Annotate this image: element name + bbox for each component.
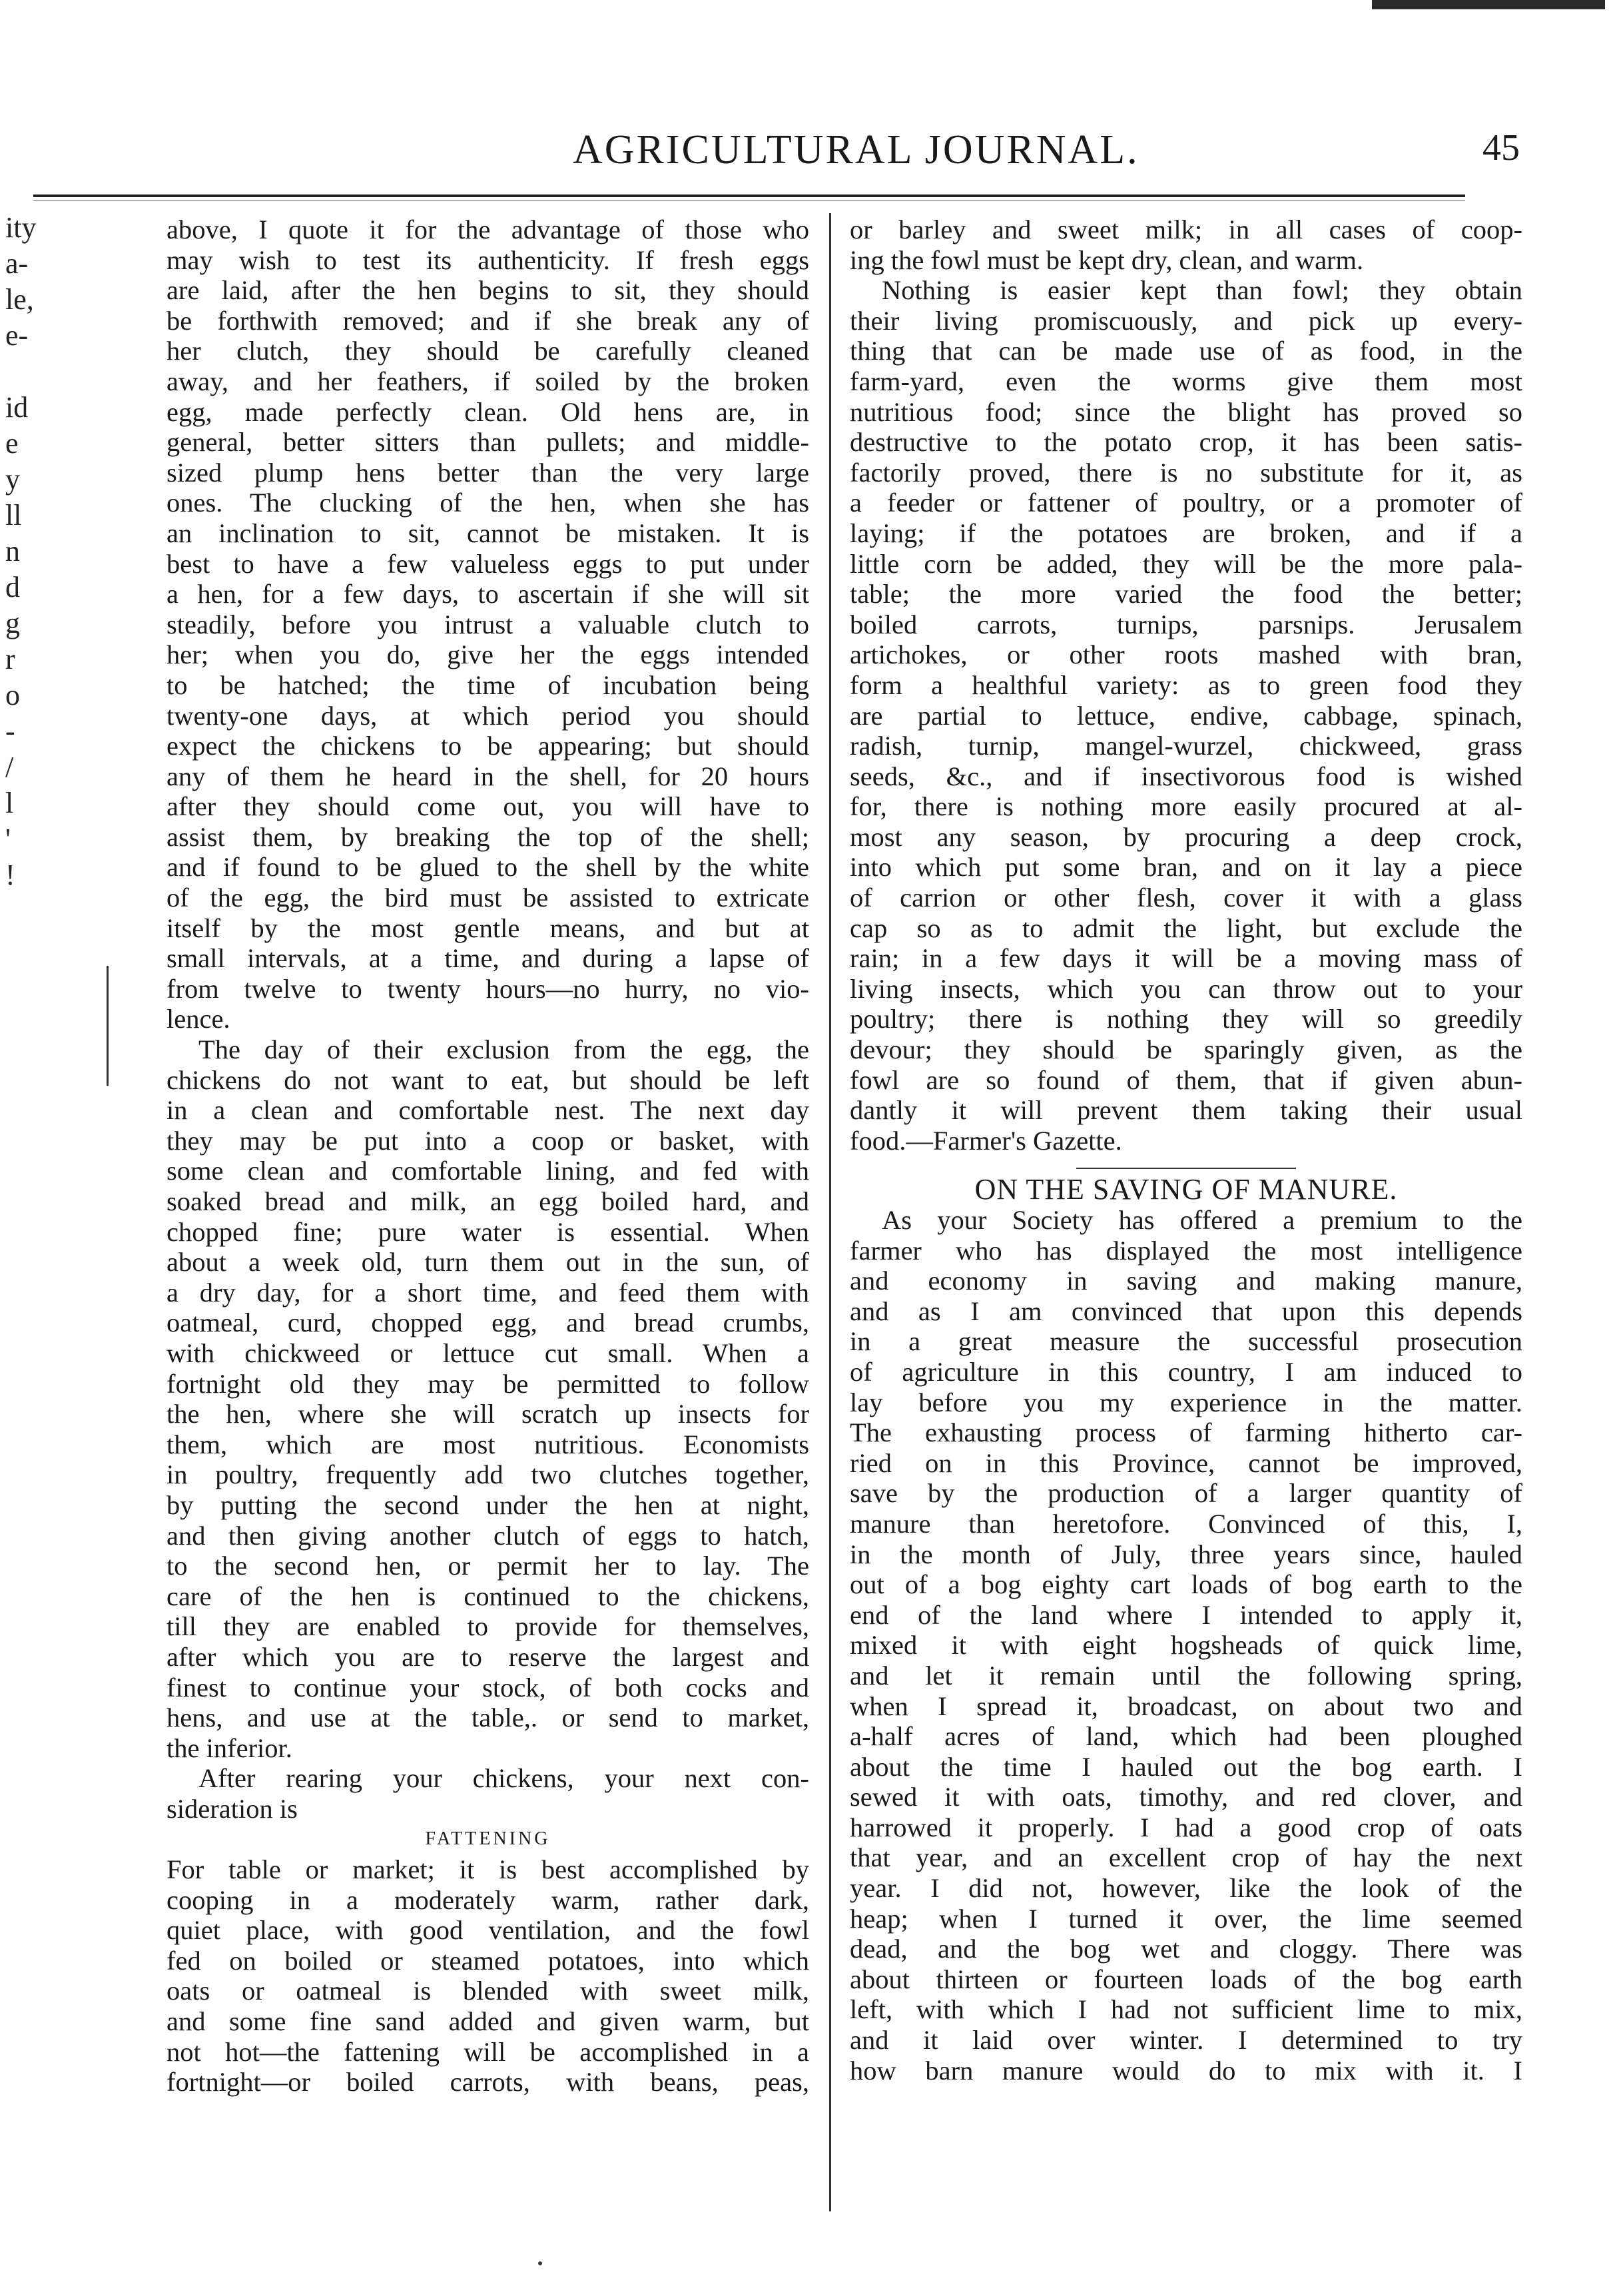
margin-fragment: e- bbox=[5, 319, 29, 352]
text-line: cooping in a moderately warm, rather dark, bbox=[166, 1884, 809, 1915]
text-line: of agriculture in this country, I am induced to bbox=[850, 1356, 1522, 1387]
text-line: itself by the most gentle means, and but at bbox=[166, 913, 809, 943]
text-line: not hot—the fattening will be accomplished in a bbox=[166, 2036, 809, 2067]
text-line: steadily, before you intrust a valuable clutch to bbox=[166, 609, 809, 639]
margin-fragment: / bbox=[5, 751, 14, 783]
text-line: oats or oatmeal is blended with sweet milk, bbox=[166, 1976, 809, 2006]
text-line: about thirteen or fourteen loads of the bog earth bbox=[850, 1964, 1522, 1994]
text-line: twenty-one days, at which period you should bbox=[166, 700, 809, 731]
text-line: expect the chickens to be appearing; but should bbox=[166, 731, 809, 761]
text-line: for, there is nothing more easily procured at al- bbox=[850, 791, 1522, 822]
text-line: and as I am convinced that upon this depends bbox=[850, 1296, 1522, 1326]
text-line: year. I did not, however, like the look of the bbox=[850, 1873, 1522, 1904]
text-line: of carrion or other flesh, cover it with a glass bbox=[850, 883, 1522, 913]
text-line: the inferior. bbox=[166, 1732, 292, 1763]
text-line: a hen, for a few days, to ascertain if she will sit bbox=[166, 579, 809, 609]
text-line: that year, and an excellent crop of hay the next bbox=[850, 1842, 1522, 1873]
text-line: living insects, which you can throw out to your bbox=[850, 973, 1522, 1004]
text-line: assist them, by breaking the top of the shell; bbox=[166, 821, 809, 852]
text-line: cap so as to admit the light, but exclude the bbox=[850, 913, 1522, 943]
text-line: soaked bread and milk, an egg boiled hard, and bbox=[166, 1186, 809, 1216]
text-line: save by the production of a larger quantity of bbox=[850, 1478, 1522, 1509]
text-line: thing that can be made use of as food, in the bbox=[850, 336, 1522, 366]
margin-fragment: r bbox=[5, 643, 15, 675]
text-line: laying; if the potatoes are broken, and if a bbox=[850, 518, 1522, 548]
text-line: and economy in saving and making manure, bbox=[850, 1266, 1522, 1296]
margin-fragment: d bbox=[5, 571, 20, 603]
text-line: in the month of July, three years since, hauled bbox=[850, 1539, 1522, 1569]
text-line: farmer who has displayed the most intelligence bbox=[850, 1235, 1522, 1266]
text-line: destructive to the potato crop, it has been satis- bbox=[850, 427, 1522, 458]
margin-fragment bbox=[5, 354, 59, 390]
section-rule bbox=[1076, 1168, 1296, 1169]
text-line: chickens do not want to eat, but should be left bbox=[166, 1064, 809, 1095]
text-line: dantly it will prevent them taking their usual bbox=[850, 1095, 1522, 1126]
section-title: ON THE SAVING OF MANURE. bbox=[974, 1174, 1398, 1205]
page-number: 45 bbox=[1482, 127, 1520, 169]
text-line: left, with which I had not sufficient lime to mix, bbox=[850, 1994, 1522, 2025]
text-line: after they should come out, you will have to bbox=[166, 791, 809, 822]
text-line: about a week old, turn them out in the sun, of bbox=[166, 1247, 809, 1278]
text-line: sewed it with oats, timothy, and red clover, and bbox=[850, 1782, 1522, 1812]
text-line: some clean and comfortable lining, and fed with bbox=[166, 1156, 809, 1186]
text-line: when I spread it, broadcast, on about two and bbox=[850, 1691, 1522, 1721]
text-line: any of them he heard in the shell, for 20 hours bbox=[166, 761, 809, 791]
text-line: and let it remain until the following spring, bbox=[850, 1660, 1522, 1691]
margin-fragment: ' bbox=[5, 823, 11, 855]
text-line: fowl are so found of them, that if given abun- bbox=[850, 1064, 1522, 1095]
page-speck bbox=[538, 2261, 542, 2265]
text-line: fortnight—or boiled carrots, with beans, peas, bbox=[166, 2067, 809, 2098]
margin-fragment: ity bbox=[5, 211, 37, 244]
margin-fragment: n bbox=[5, 535, 20, 568]
text-line: farm-yard, even the worms give them most bbox=[850, 366, 1522, 396]
text-line: are partial to lettuce, endive, cabbage, spinach, bbox=[850, 700, 1522, 731]
text-line: hens, and use at the table,. or send to market, bbox=[166, 1703, 809, 1733]
text-line: be forthwith removed; and if she break any of bbox=[166, 305, 809, 336]
text-line: and it laid over winter. I determined to try bbox=[850, 2025, 1522, 2056]
margin-fragment: l bbox=[5, 787, 14, 819]
text-line: and some fine sand added and given warm, but bbox=[166, 2006, 809, 2037]
text-line: For table or market; it is best accomplished by bbox=[166, 1854, 809, 1885]
text-line: may wish to test its authenticity. If fresh eggs bbox=[166, 244, 809, 275]
text-line: general, better sitters than pullets; and middle- bbox=[166, 427, 809, 458]
text-line: ried on in this Province, cannot be improved, bbox=[850, 1447, 1522, 1478]
text-line: to be hatched; the time of incubation being bbox=[166, 669, 809, 700]
margin-bar bbox=[107, 966, 109, 1086]
text-line: quiet place, with good ventilation, and the fowl bbox=[166, 1915, 809, 1946]
text-line: out of a bog eighty cart loads of bog earth to the bbox=[850, 1569, 1522, 1600]
text-line: till they are enabled to provide for themselves, bbox=[166, 1611, 809, 1642]
text-line: little corn be added, they will be the more pala- bbox=[850, 548, 1522, 579]
text-line: in poultry, frequently add two clutches together, bbox=[166, 1459, 809, 1490]
text-line: devour; they should be sparingly given, as the bbox=[850, 1034, 1522, 1065]
text-line: their living promiscuously, and pick up every- bbox=[850, 305, 1522, 336]
text-line: best to have a few valueless eggs to put under bbox=[166, 548, 809, 579]
margin-fragment: o bbox=[5, 679, 20, 711]
text-line: lay before you my experience in the matter. bbox=[850, 1387, 1522, 1417]
text-line: to the second hen, or permit her to lay. The bbox=[166, 1551, 809, 1581]
text-line: they may be put into a coop or basket, with bbox=[166, 1125, 809, 1156]
margin-fragment: y bbox=[5, 463, 20, 496]
text-line: in a clean and comfortable nest. The next day bbox=[166, 1095, 809, 1126]
text-line: ones. The clucking of the hen, when she has bbox=[166, 488, 809, 518]
text-line: and then giving another clutch of eggs to hatch, bbox=[166, 1520, 809, 1551]
margin-fragment: ! bbox=[5, 859, 15, 891]
text-line: her clutch, they should be carefully cleaned bbox=[166, 336, 809, 366]
column-divider bbox=[829, 213, 831, 2211]
text-line: egg, made perfectly clean. Old hens are, in bbox=[166, 396, 809, 427]
text-line: care of the hen is continued to the chickens, bbox=[166, 1581, 809, 1611]
text-line: factorily proved, there is no substitute for it, as bbox=[850, 457, 1522, 488]
text-line: an inclination to sit, cannot be mistaken. It is bbox=[166, 518, 809, 548]
margin-fragment: - bbox=[5, 715, 15, 747]
text-line: seeds, &c., and if insectivorous food is wished bbox=[850, 761, 1522, 791]
margin-fragment: g bbox=[5, 607, 20, 639]
text-line: of the egg, the bird must be assisted to extricate bbox=[166, 883, 809, 913]
text-line: away, and her feathers, if soiled by the broken bbox=[166, 366, 809, 396]
text-line: boiled carrots, turnips, parsnips. Jerusalem bbox=[850, 609, 1522, 639]
text-line: fed on boiled or steamed potatoes, into which bbox=[166, 1945, 809, 1976]
text-line: lence. bbox=[166, 1004, 230, 1034]
text-line: poultry; there is nothing they will so greedily bbox=[850, 1004, 1522, 1034]
text-line: the hen, where she will scratch up insects for bbox=[166, 1399, 809, 1429]
facing-page-bleed bbox=[5, 210, 59, 893]
text-line: As your Society has offered a premium to the bbox=[882, 1205, 1522, 1235]
text-line: oatmeal, curd, chopped egg, and bread crumbs, bbox=[166, 1308, 809, 1338]
margin-fragment: ll bbox=[5, 499, 22, 532]
text-line: fortnight old they may be permitted to follow bbox=[166, 1368, 809, 1399]
text-line: chopped fine; pure water is essential. When bbox=[166, 1216, 809, 1247]
text-line: a dry day, for a short time, and feed them with bbox=[166, 1277, 809, 1308]
text-line: small intervals, at a time, and during a lapse of bbox=[166, 943, 809, 974]
text-line: ing the fowl must be kept dry, clean, and warm. bbox=[850, 244, 1364, 275]
text-line: are laid, after the hen begins to sit, they should bbox=[166, 275, 809, 306]
text-line: After rearing your chickens, your next con- bbox=[198, 1763, 809, 1794]
text-line: manure than heretofore. Convinced of this, I, bbox=[850, 1508, 1522, 1539]
right-column bbox=[850, 214, 1522, 2086]
text-line: a feeder or fattener of poultry, or a promoter of bbox=[850, 488, 1522, 518]
text-line: food.—Farmer's Gazette. bbox=[850, 1125, 1122, 1156]
text-line: table; the more varied the food the better; bbox=[850, 579, 1522, 609]
text-line: after which you are to reserve the largest and bbox=[166, 1641, 809, 1672]
text-line: and if found to be glued to the shell by the white bbox=[166, 852, 809, 883]
journal-title: AGRICULTURAL JOURNAL. bbox=[573, 127, 1139, 173]
text-line: a-half acres of land, which had been ploughed bbox=[850, 1721, 1522, 1752]
text-line: sized plump hens better than the very large bbox=[166, 457, 809, 488]
text-line: about the time I hauled out the bog earth. I bbox=[850, 1751, 1522, 1782]
text-line: heap; when I turned it over, the lime seemed bbox=[850, 1903, 1522, 1934]
text-line: The day of their exclusion from the egg, the bbox=[198, 1034, 809, 1065]
margin-fragment: le, bbox=[5, 283, 34, 316]
text-line: how barn manure would do to mix with it. I bbox=[850, 2055, 1522, 2086]
text-line: The exhausting process of farming hitherto car- bbox=[850, 1417, 1522, 1448]
text-line: finest to continue your stock, of both cocks and bbox=[166, 1672, 809, 1703]
text-line: nutritious food; since the blight has proved so bbox=[850, 396, 1522, 427]
text-line: form a healthful variety: as to green food they bbox=[850, 669, 1522, 700]
text-line: in a great measure the successful prosecution bbox=[850, 1326, 1522, 1357]
text-line: harrowed it properly. I had a good crop of oats bbox=[850, 1812, 1522, 1842]
text-line: them, which are most nutritious. Economists bbox=[166, 1429, 809, 1459]
margin-fragment: e bbox=[5, 427, 19, 460]
margin-fragment: id bbox=[5, 391, 29, 424]
text-line: radish, turnip, mangel-wurzel, chickweed, grass bbox=[850, 731, 1522, 761]
text-line: into which put some bran, and on it lay a piece bbox=[850, 852, 1522, 883]
text-line: her; when you do, give her the eggs intended bbox=[166, 639, 809, 670]
top-edge-bar bbox=[1372, 0, 1605, 9]
text-line: rain; in a few days it will be a moving mass of bbox=[850, 943, 1522, 974]
text-line: Nothing is easier kept than fowl; they obtain bbox=[882, 275, 1522, 306]
text-line: artichokes, or other roots mashed with bran, bbox=[850, 639, 1522, 670]
text-line: end of the land where I intended to apply it, bbox=[850, 1599, 1522, 1630]
text-line: most any season, by procuring a deep crock, bbox=[850, 821, 1522, 852]
text-line: mixed it with eight hogsheads of quick lime, bbox=[850, 1630, 1522, 1661]
text-line: dead, and the bog wet and cloggy. There was bbox=[850, 1934, 1522, 1964]
page-header bbox=[153, 120, 1525, 180]
subheading-fattening: FATTENING bbox=[425, 1828, 551, 1850]
text-line: above, I quote it for the advantage of those who bbox=[166, 214, 809, 244]
text-line: by putting the second under the hen at night, bbox=[166, 1489, 809, 1520]
header-rule bbox=[33, 194, 1465, 197]
left-column bbox=[166, 214, 809, 2098]
text-line: with chickweed or lettuce cut small. When a bbox=[166, 1338, 809, 1368]
text-line: sideration is bbox=[166, 1793, 298, 1824]
text-line: or barley and sweet milk; in all cases of coop- bbox=[850, 214, 1522, 244]
margin-fragment: a- bbox=[5, 247, 29, 280]
text-line: from twelve to twenty hours—no hurry, no vio- bbox=[166, 973, 809, 1004]
